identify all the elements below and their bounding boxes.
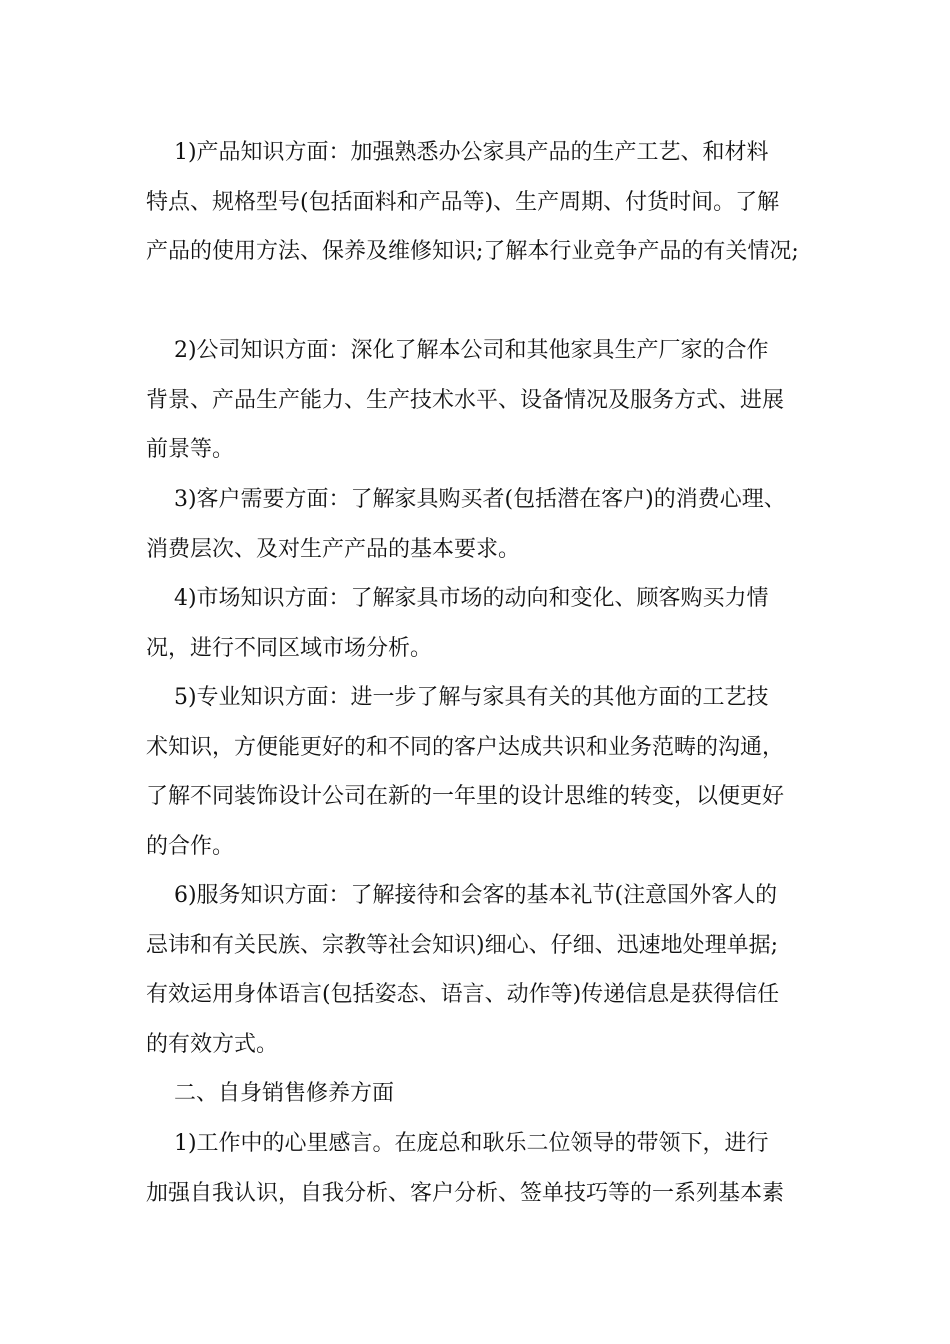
paragraph-work-reflection (146, 1119, 816, 1218)
paragraph-company-knowledge (146, 326, 816, 475)
text-line: 二、自身销售修养方面 (146, 1081, 394, 1106)
text-line: 背景、产品生产能力、生产技术水平、设备情况及服务方式、进展 (146, 387, 785, 413)
text-line: 加强自我认识，自我分析、客户分析、签单技巧等的一系列基本素 (146, 1180, 785, 1206)
text-line: 4)市场知识方面：了解家具市场的动向和变化、顾客购买力情 (146, 586, 769, 611)
text-line: 况，进行不同区域市场分析。 (146, 635, 433, 661)
text-line: 特点、规格型号(包括面料和产品等)、生产周期、付货时间。了解 (146, 189, 780, 215)
text-line: 产品的使用方法、保养及维修知识;了解本行业竞争产品的有关情况; (146, 239, 799, 264)
text-line: 忌讳和有关民族、宗教等社会知识)细心、仔细、迅速地处理单据; (146, 932, 778, 958)
text-line: 有效运用身体语言(包括姿态、语言、动作等)传递信息是获得信任 (146, 982, 780, 1007)
paragraph-market-knowledge (146, 574, 816, 673)
text-line: 的合作。 (146, 833, 235, 859)
text-line: 3)客户需要方面：了解家具购买者(包括潜在客户)的消费心理、 (146, 487, 786, 512)
paragraph-professional-knowledge (146, 673, 816, 871)
text-line: 2)公司知识方面：深化了解本公司和其他家具生产厂家的合作 (146, 338, 769, 363)
text-line: 消费层次、及对生产产品的基本要求。 (146, 536, 521, 562)
text-line: 1)产品知识方面：加强熟悉办公家具产品的生产工艺、和材料 (146, 140, 769, 165)
paragraph-product-knowledge (146, 128, 816, 277)
text-line: 术知识，方便能更好的和不同的客户达成共识和业务范畴的沟通， (146, 734, 785, 760)
text-line: 前景等。 (146, 437, 235, 462)
text-line: 了解不同装饰设计公司在新的一年里的设计思维的转变，以便更好 (146, 784, 785, 809)
section-heading (146, 1069, 816, 1119)
paragraph-customer-needs (146, 475, 816, 574)
paragraph-service-knowledge (146, 871, 816, 1069)
text-line: 的有效方式。 (146, 1031, 279, 1057)
text-line: 1)工作中的心里感言。在庞总和耿乐二位领导的带领下，进行 (146, 1131, 769, 1156)
text-line: 5)专业知识方面：进一步了解与家具有关的其他方面的工艺技 (146, 685, 769, 710)
text-line: 6)服务知识方面：了解接待和会客的基本礼节(注意国外客人的 (146, 883, 778, 908)
